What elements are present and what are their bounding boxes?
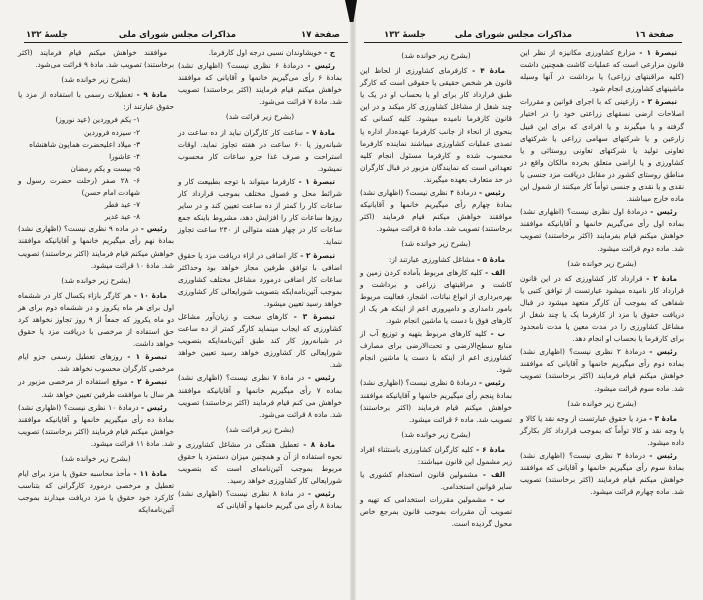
reading-note: (بشرح زیر خوانده شد)	[61, 275, 131, 285]
paragraph-text: مزد یا حقوق عبارتست از وجه نقد یا کالا و یا وجه نقد و کالا توأماً که بموجب قرارداد کار بکارگر داده میشود.	[520, 413, 684, 447]
paragraph-text: تعطیل هفتگی در مشاغل کشاورزی و نحوه استفاده از آن و همچنین میزان دستمزد یا حقوق مربوط بموجب آئین‌نامه‌ای است که بتصویب شورایعالی کار کشاورزی خواهد رسید.	[178, 439, 342, 486]
paragraph	[360, 267, 512, 327]
paragraph-text: مزارع کشاورزی مکانیزه از نظر این قانون مزارعی است که عملیات کاشت همچنین داشت (کلیه مراقبتهای زراعی) یا برداشت در آنها وسیله ماشینهای کشاورزی انجام شود.	[520, 48, 684, 94]
paragraph-text: مشاغل کشاورزی عبارتند از:	[388, 254, 475, 264]
paragraph-lead: ب -	[490, 329, 505, 339]
paragraph	[178, 250, 342, 310]
paragraph-text: کار اضافی در ازاء دریافت مزد یا حقوق اضافی با توافق طرفین مجاز خواهد بود وحداکثر ساعات کار اضافی درمورد مشاغل مختلف کشاورزی بموجب آئین‌نامه‌ایکه بتصویب شورایعالی کار کشاورزی خواهد رسید تعیین میشود.	[178, 250, 342, 308]
paragraph	[520, 413, 684, 449]
paragraph-text: کارفرما میتواند با توجه بطبیعت کار و شرائط محل و فصول مختلف بموجب قرارداد کار ساعات کار را کمتر از ده ساعت تعیین کند و در سایر روزها ساعات کار را افزایش دهد، مشروط باینکه جمع ساعات کار در چهار هفته متوالی از ۲۴۰ ساعت تجاوز ننماید.	[178, 176, 342, 247]
session-number: جلسهٔ ۱۳۲	[384, 30, 426, 40]
header-title: مذاکرات مجلس شورای ملی	[118, 30, 236, 40]
paragraph	[178, 47, 342, 59]
paragraph-lead: مادهٔ ۷ -	[305, 127, 335, 137]
page-gutter	[350, 0, 356, 600]
paragraph	[360, 377, 512, 425]
paragraph-text: درمادهٔ ۵ نظری نیست؟ (اظهاری نشد) بمادهٔ پنجم رأی میگیریم خانمها و آقایانیکه موافقند خواهش میکنم قیام فرمایند (اکثر برخاستند) تصویب شد. ماده ۶ قرائت میشود.	[360, 378, 512, 424]
paragraph-lead: رئیس -	[140, 224, 167, 234]
paragraph-lead: مادهٔ ۶ -	[476, 444, 505, 454]
paragraph	[520, 47, 684, 95]
paragraph-lead: مادهٔ ۹ -	[136, 90, 168, 100]
paragraph-lead: رئیس -	[649, 347, 677, 357]
column-left	[18, 47, 174, 517]
paragraph	[520, 450, 684, 498]
paragraph-lead: رئیس -	[649, 451, 677, 460]
paragraph	[520, 96, 684, 205]
paragraph-text: ساعت کار کارگران نباید از ده ساعت در شبانه‌روز یا ۶۰ ساعت در هفته تجاوز نماید. اوقات استراحت و صرف غذا جزو ساعات کار محسوب نمیشود.	[178, 127, 342, 173]
list-item: ۷- عید فطر	[104, 200, 140, 210]
paragraph	[18, 89, 174, 113]
paragraph	[178, 176, 342, 249]
paragraph-text: در مادهٔ ۷ نظری نیست؟ (اظهاری نشد) بماده ۷ رأی میگیریم خانمها و آقایانیکه موافقند خواهش می کنم قیام فرمایند (اکثر برخاستند) تصویب شد. ماده ۸ قرائت می‌شود.	[178, 373, 342, 419]
paragraph-text: مأخذ محاسبه حقوق یا مزد برای ایام تعطیل و مرخصی درمورد کارگرانی که بتناسب کارکرد خود حقوق یا مزد دریافت میدارند بموجب آئین‌نامه‌ایکه	[18, 469, 174, 515]
paragraph-text: کلیه کارهای مربوط بتهیه و توزیع آب از منابع سطح‌الارضی و تحت‌الارضی برای مصارف کشاورزی اعم از اینکه با دست یا ماشین انجام شود.	[360, 329, 512, 375]
paragraph-text: هر کارگر بازاء یکسال کار در ششماه اول برای هر ماه یکروز و در ششماه دوم برای هر دو ماه یکروز که جمعاً از ۹ روز تجاوز نخواهد کرد حق استفاده از مرخصی با دریافت مزد یا حقوق خواهد داشت.	[18, 290, 174, 349]
paragraph	[18, 468, 174, 516]
paragraph-lead: ج -	[324, 48, 335, 57]
paragraph	[18, 47, 174, 71]
paragraph-lead: رئیس -	[479, 188, 505, 198]
paragraph-lead: مادهٔ ۳ -	[649, 413, 677, 423]
paragraph-text: کارفرمای کشاورزی از لحاظ این قانون هر شخص حقیقی یا حقوقی است که کارگر طبق قرارداد کار برای او یا بحساب او در یک یا چند شغل از مشاغل کشاورزی کار میکند و در این قانون کارفرما نامیده میشود. کلیه کسانی که بنحوی از انحاء از جانب کارفرما عهده‌دار اداره یا تصدی عملیات کشاورزی میباشند نماینده کارفرما محسوب شده و کارفرما مسئول انجام کلیه تعهداتی است که نمایندگان مزبور در قبال کارگران در حد متعارف بعهده میگیرند.	[360, 66, 512, 184]
paragraph	[360, 444, 512, 468]
column-right	[520, 47, 684, 499]
paragraph	[360, 494, 512, 530]
paragraph-text: تعطیلات رسمی با استفاده از مزد یا حقوق عبارتند از:	[18, 90, 174, 112]
paragraph-text: مشمولین مقررات استخدامی که تهیه و تصویب آن مقررات بموجب قانون بمرجع خاص محول گردیده است.	[360, 495, 512, 529]
column-right	[178, 47, 342, 513]
paragraph-lead: رئیس -	[307, 489, 335, 499]
paragraph-text: کارهای سخت و زیان‌آور مشاغل کشاورزی که ایجاب مینماید کارگر کمتر از ده ساعت در شبانه‌روز کار کند طبق آئین‌نامه‌ایکه بتصویب شورایعالی کار کشاورزی خواهد رسید تعیین خواهد شد.	[178, 311, 342, 370]
paragraph-lead: تبصرهٔ ۳ -	[293, 311, 335, 321]
paragraph-lead: تبصرهٔ ۱ -	[639, 48, 677, 57]
paragraph-text: روزهای تعطیل رسمی جزو ایام مرخصی کارگران محسوب نخواهد شد.	[18, 352, 174, 374]
paragraph	[178, 127, 342, 175]
paragraph	[520, 273, 684, 346]
list-item: ۴- عاشورا	[109, 151, 140, 161]
paragraph-lead: مادهٔ ۲ -	[646, 273, 678, 283]
reading-note: (بشرح زیر خوانده شد)	[61, 75, 131, 85]
paragraph	[18, 402, 174, 450]
paragraph	[178, 372, 342, 420]
paragraph	[178, 488, 342, 512]
paragraph	[520, 206, 684, 254]
paragraph-text: در ماده ۹ نظری نیست؟ (اظهاری نشد) بمادهٔ نهم رأی میگیریم خانمها و آقایانیکه موافقند خواهش میکنم قیام فرمایند (اکثر برخاستند) تصویب شد. مادهٔ ۱۰ قرائت میشود.	[18, 224, 174, 270]
page-number: صفحة ۱٦	[635, 30, 674, 40]
paragraph-lead: الف -	[482, 470, 505, 480]
list-item: ۳- میلاد اعلیحضرت همایون شاهنشاه	[29, 139, 140, 149]
paragraph	[360, 469, 512, 493]
paragraph-lead: مادهٔ ۵ -	[477, 254, 505, 264]
paragraph-text: زارعینی که با اجرای قوانین و مقررات اصلاحات ارضی نسقهای زراعتی خود را در اختیار گرفته و یا میگیرند و یا افرادی که برای این قبیل زارعین و یا شرکتهای سهامی زراعی یا شرکتهای تعاونی تولید یا شرکتهای تعاونی روستائی و یا کشاورزی و یا اراضی متعلق بخرده مالکان واقع در مناطق روستای کشور در مقابل دریافت مزد جنسی یا نقدی و یا نقدی و جنسی توأماً کار میکنند از شمول این ماده خارج میباشند.	[520, 97, 684, 204]
paragraph	[18, 290, 174, 350]
paragraph-lead: مادهٔ ۸ -	[303, 439, 335, 449]
paragraph	[18, 376, 174, 400]
paragraph-lead: تبصرهٔ ۱ -	[127, 352, 167, 362]
paragraph	[18, 351, 174, 375]
paragraph-text: درمادهٔ ۱۰ نظری نیست؟ (اظهاری نشد) بمادهٔ ده رأی میگیریم خانمها و آقایانیکه موافقند خواهش میکنم قیام فرمایند (اکثر برخاستند) تصویب شد. مادهٔ ۱۱ قرائت میشود.	[18, 402, 174, 448]
paragraph-text: درمادهٔ ۶ نظری نیست؟ (اظهاری نشد) بمادهٔ ۶ رأی می‌گیریم خانمها و آقایانی که موافقند خواهش میکنم قیام فرمایند (اکثر برخاستند) تصویب شد. مادهٔ ۷ قرائت می‌شود.	[178, 61, 342, 107]
page-header	[364, 30, 682, 43]
paragraph-text: موافقند خواهش میکنم قیام فرمایند (اکثر برخاستند) تصویب شد. مادهٔ ۹ قرائت می‌شود.	[18, 48, 174, 70]
paragraph-lead: مادهٔ ۱۰ -	[133, 290, 167, 300]
paragraph-text: درمادهٔ اول نظری نیست؟ (اظهاری نشد) بماده اول رأی می‌گیریم خانمها و آقایانیکه موافقند خواهش میکنم قیام بفرمایند (اکثر برخاستند) تصویب شد. ماده دوم قرائت میشود.	[520, 207, 684, 253]
reading-note: (بشرح زیر خوانده شد)	[567, 258, 637, 268]
paragraph-text: درمادهٔ ۴ نظری نیست؟ (اظهاری نشد) بمادهٔ چهارم رأی میگیریم خانمها و آقایانیکه موافقند خواهش میکنم قیام فرمایند (اکثر برخاستند) تصویب شد. مادهٔ ۵ قرائت میشود.	[360, 188, 512, 234]
paragraph	[178, 60, 342, 108]
paragraph-lead: رئیس -	[650, 207, 677, 217]
paragraph-text: کلیه کارگران کشاورزی باستثناء افراد زیر مشمول این قانون میباشند:	[360, 444, 512, 466]
reading-note: (بشرح زیر خوانده شد)	[567, 398, 637, 408]
paragraph-lead: تبصرهٔ ۲ -	[641, 97, 677, 107]
column-left	[360, 47, 512, 532]
paragraph-lead: رئیس -	[307, 373, 335, 383]
paragraph-lead: رئیس -	[141, 402, 167, 412]
paragraph-lead: مادهٔ ۴ -	[472, 66, 505, 76]
paragraph	[520, 346, 684, 394]
list-item: ۱- یکم فروردین (عید نوروز)	[55, 115, 140, 125]
paragraph-text: خویشاوندان نسبی درجه اول کارفرما.	[208, 48, 322, 57]
paragraph	[178, 439, 342, 487]
paragraph-text: درمادهٔ ۳ نظری نیست؟ (اظهاری نشد) بمادهٔ سوم رأی میگیریم خانمها و آقایانی که موافقند خواهش میکنم قیام فرمایند (اکثر برخاستند) تصویب شد. ماده چهارم قرائت میشود.	[520, 451, 684, 497]
reading-note: (بشرح زیر قرائت شد)	[225, 112, 295, 122]
reading-note: (بشرح زیر قرائت شد)	[225, 424, 295, 434]
list-item: ۵- بیست و یکم رمضان	[70, 163, 140, 173]
paragraph-text: در مادهٔ ۸ نظری نیست؟ (اظهاری نشد) بمادهٔ ۸ رأی می گیریم خانمها و آقایانی که	[178, 489, 342, 511]
paragraph	[360, 187, 512, 235]
paragraph-text: موقع استفاده از مرخصی مزبور در هر سال با موافقت طرفین تعیین خواهد شد.	[18, 377, 174, 399]
list-item: ۲- سیزده فروردین	[83, 127, 140, 137]
paragraph	[360, 65, 512, 186]
paragraph-text: مشمولین قانون استخدام کشوری یا سایر قوانین استخدامی.	[360, 470, 512, 492]
reading-note: (بشرح زیر خوانده شد)	[61, 454, 131, 463]
list-item: ۸- عید غدیر	[104, 212, 140, 222]
paragraph-text: قرارداد کار کشاورزی که در این قانون قرارداد کار نامیده میشود عبارتست از توافق کتبی یا شفاهی که بموجب آن کارگر متعهد میشود در قبال دریافت حقوق یا مزد از کارفرما یک یا چند شغل از مشاغل کشاورزی را در مدت معین یا مدت نامحدود برای کارفرما یا بحساب او انجام دهد.	[520, 273, 684, 344]
paragraph-lead: تبصرهٔ ۱ -	[298, 176, 336, 186]
reading-note: (بشرح زیر خوانده شد)	[401, 51, 471, 60]
paragraph-lead: رئیس -	[307, 61, 335, 71]
paragraph-lead: مادهٔ ۱۱ -	[133, 469, 167, 479]
paragraph	[178, 311, 342, 371]
paragraph-lead: تبصرهٔ ۲ -	[300, 250, 336, 260]
paragraph	[360, 328, 512, 376]
paragraph-text: کلیه کارهای مربوط بآماده کردن زمین و کاشت و مراقبتهای زراعی و برداشت و بهره‌برداری از انواع نباتات، اشجار، فعالیت مربوط بامور دامداری و دامپروری اعم از اینکه هر یک از کارهای فوق با دست یا ماشین انجام شود.	[360, 267, 512, 325]
paragraph-lead: تبصرهٔ ۲ -	[130, 377, 167, 387]
reading-note: (بشرح زیر خوانده شد)	[401, 239, 471, 249]
paragraph-lead: رئیس -	[479, 378, 505, 388]
paragraph	[360, 254, 512, 266]
paragraph-text: درمادهٔ ۲ نظری نیست؟ (اظهاری نشد) بماده دوم رأی میگیریم خانمها و آقایانی که موافقند خواهش میکنم قیام فرمایند (اکثر برخاستند) تصویب شد. ماده سوم قرائت میشود.	[520, 347, 684, 393]
paragraph-lead: الف -	[485, 267, 506, 277]
session-number: جلسهٔ ۱۳۲	[26, 30, 68, 40]
list-item: ۶- ۲۸ صفر (رحلت حضرت رسول و شهادت امام حسن)	[18, 175, 140, 198]
paragraph-lead: ب -	[490, 495, 505, 505]
reading-note: (بشرح زیر خوانده شد)	[401, 429, 471, 439]
page-header	[24, 30, 348, 43]
paragraph	[18, 223, 174, 271]
header-title: مذاکرات مجلس شورای ملی	[454, 30, 572, 40]
page-number: صفحة ۱۷	[301, 30, 340, 40]
